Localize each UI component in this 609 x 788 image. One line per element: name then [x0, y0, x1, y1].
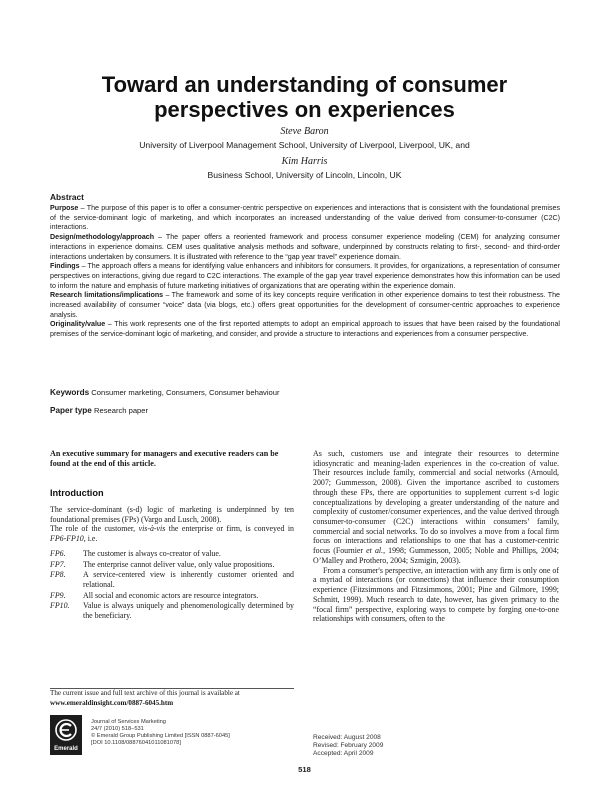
paper-type-text: Research paper — [94, 406, 149, 415]
abstract-text: – This work represents one of the first reported attempts to adopt an empirical approach to issues that have been raised by the foundational premises of the service-dominant logic of marketing, and consider, and provide a structure to interactions and experiences from a consumer perspective. — [50, 320, 560, 339]
date-revised: Revised: February 2009 — [313, 742, 384, 750]
abstract-findings — [50, 262, 560, 291]
abstract-label: Originality/value — [50, 320, 106, 329]
executive-summary-note: An executive summary for managers and executive readers can be found at the end of this article. — [50, 449, 279, 468]
keywords — [50, 388, 560, 398]
author-affiliation-1: University of Liverpool Management School, University of Liverpool, Liverpool, UK, and — [139, 140, 470, 150]
intro-text: The role of the customer, — [50, 524, 139, 534]
journal-info-line: 24/7 (2010) 518–531 — [91, 725, 144, 732]
abstract-text: – The purpose of this paper is to offer a consumer-centric perspective on experiences and interactions that is consistent with the foundational premises of the service-dominant logic of marketing, and which incorporates an increased understanding of the value derived from consumer-to-consumer (C2C) interactions. — [50, 204, 560, 232]
fp-item — [50, 601, 294, 620]
date-received: Received: August 2008 — [313, 734, 381, 741]
fp-label: FP10. — [50, 601, 70, 611]
author-name-2: Kim Harris — [281, 156, 328, 167]
archive-text: The current issue and full text archive of this journal is available at — [50, 689, 240, 697]
abstract-purpose — [50, 204, 560, 233]
intro-paragraph-2 — [50, 524, 294, 543]
abstract-label: Purpose — [50, 204, 79, 212]
abstract-design — [50, 233, 560, 262]
body-text: , 1998; Gummesson, 2005; Noble and Phillips, 2004; O’Malley and Prothero, 2004; Szmigin, 2003). — [313, 546, 560, 565]
right-column — [313, 449, 559, 624]
journal-info — [91, 719, 301, 747]
fp-text: Value is always uniquely and phenomenologically determined by the beneficiary. — [83, 601, 294, 621]
abstract-text: – The approach offers a means for identifying value enhancers and inhibitors for consumers. It provides, for organizations, a representation of consumer perspectives on interactions, giving due regard to C2C interactions. The example of the gap year travel experience demonstrates how this information can be used to inform the nature and emphasis of future marketing initiatives of organizations that are operating within the experience domain. — [50, 262, 560, 290]
abstract-text: – The paper offers a reoriented framework and process consumer experience modeling (CEM) for analyzing consumer interactions in experience domains. CEM uses qualitative analysis methods and software, underpinned by constructs relating to first-, second- and third-order interactions undertaken by consumers. It is illustrated with reference to the “gap year travel” experience domain. — [50, 233, 560, 261]
left-column — [50, 449, 294, 622]
abstract-label: Findings — [50, 262, 80, 271]
archive-note — [50, 689, 294, 708]
body-italic: et al. — [366, 546, 384, 556]
abstract — [50, 192, 560, 340]
paper-type — [50, 406, 560, 416]
author-name-1: Steve Baron — [280, 126, 329, 137]
journal-info-line: © Emerald Group Publishing Limited [ISSN 0887-6045] — [91, 732, 230, 739]
fp-text: The customer is always co-creator of value. — [83, 548, 221, 558]
right-paragraph-2: From a consumer's perspective, an interaction with any firm is only one of a myriad of interactions (or connections) that influence their consumption experience (Fitzsimmons and Fitzsimmons, 2001; Pine and Gilmore, 1999; Schmitt, 1999). Much research to date, however, has given primacy to the “focal firm” perspective, exploring ways to compete by forging one-to-one relationships with consumers, often to the — [313, 565, 559, 624]
article-title: Toward an understanding of consumer perspectives on experiences — [101, 72, 508, 122]
intro-italic: FP6-FP10 — [50, 534, 84, 544]
keywords-text: Consumer marketing, Consumers, Consumer behaviour — [91, 388, 280, 397]
fp-label: FP7. — [50, 559, 66, 569]
abstract-label: Research limitations/implications — [50, 291, 164, 300]
introduction-heading: Introduction — [50, 488, 104, 498]
fp-text: A service-centered view is inherently customer oriented and relational. — [83, 570, 294, 590]
foundational-premises-list — [50, 549, 294, 621]
keywords-label: Keywords — [50, 388, 90, 397]
fp-label: FP6. — [50, 548, 66, 558]
intro-italic: vis-à-vis — [138, 524, 166, 534]
fp-text: All social and economic actors are resource integrators. — [83, 590, 259, 600]
journal-info-line: [DOI 10.1108/08876041011081078] — [91, 739, 181, 746]
fp-label: FP9. — [50, 590, 66, 600]
fp-item — [50, 591, 294, 601]
abstract-originality — [50, 320, 560, 339]
fp-text: The enterprise cannot deliver value, only value propositions. — [83, 559, 275, 569]
archive-url-link[interactable]: www.emeraldinsight.com/0887-6045.htm — [50, 698, 174, 707]
abstract-label: Design/methodology/approach — [50, 233, 155, 242]
abstract-heading: Abstract — [50, 192, 84, 202]
intro-text: , i.e. — [83, 534, 98, 544]
logo-text: Emerald — [54, 746, 78, 752]
fp-item — [50, 560, 294, 570]
intro-paragraph-1: The service-dominant (s-d) logic of marketing is underpinned by ten foundational premises (FPs) (Vargo and Lusch, 2008). — [50, 505, 294, 524]
journal-info-line: Journal of Services Marketing — [91, 719, 166, 725]
article-dates — [313, 734, 553, 759]
fp-item — [50, 549, 294, 559]
author-affiliation-2: Business School, University of Lincoln, Lincoln, UK — [207, 170, 402, 180]
right-paragraph-1 — [313, 449, 559, 566]
page-number: 518 — [298, 765, 311, 774]
abstract-limitations — [50, 291, 560, 320]
intro-text: the enterprise or firm, is conveyed in — [165, 524, 294, 534]
emerald-logo-icon — [50, 715, 82, 755]
body-text: As such, customers use and integrate their resources to determine idiosyncratic and meaning-laden experiences in the co-creation of value. Their resources include family, commercial and social networks (Arnould, 2007; Gummesson, 2008). Given the importance ascribed to customers through these FPs, there are opportunities to supplement current s-d logic conceptualizations by developing a greater understanding of the nature and complexity of customer/consumer experiences, and the value derived through consumer-to-consumer (C2C) interactions within consumers’ family, commercial and social networks. To do so involves a move from a focal firm focus on interactions and relationships to one that has a customer-centric focus (Fournier — [313, 449, 559, 556]
fp-label: FP8. — [50, 570, 66, 580]
date-accepted: Accepted: April 2009 — [313, 750, 374, 758]
fp-item — [50, 570, 294, 589]
paper-type-label: Paper type — [50, 406, 92, 415]
abstract-text: – The framework and some of its key concepts require verification in other experience domains to test their robustness. The increased availability of consumer “voice” data (via blogs, etc.) offers great opportunities for the development of consumer-centric approaches to experience analysis. — [50, 291, 560, 319]
